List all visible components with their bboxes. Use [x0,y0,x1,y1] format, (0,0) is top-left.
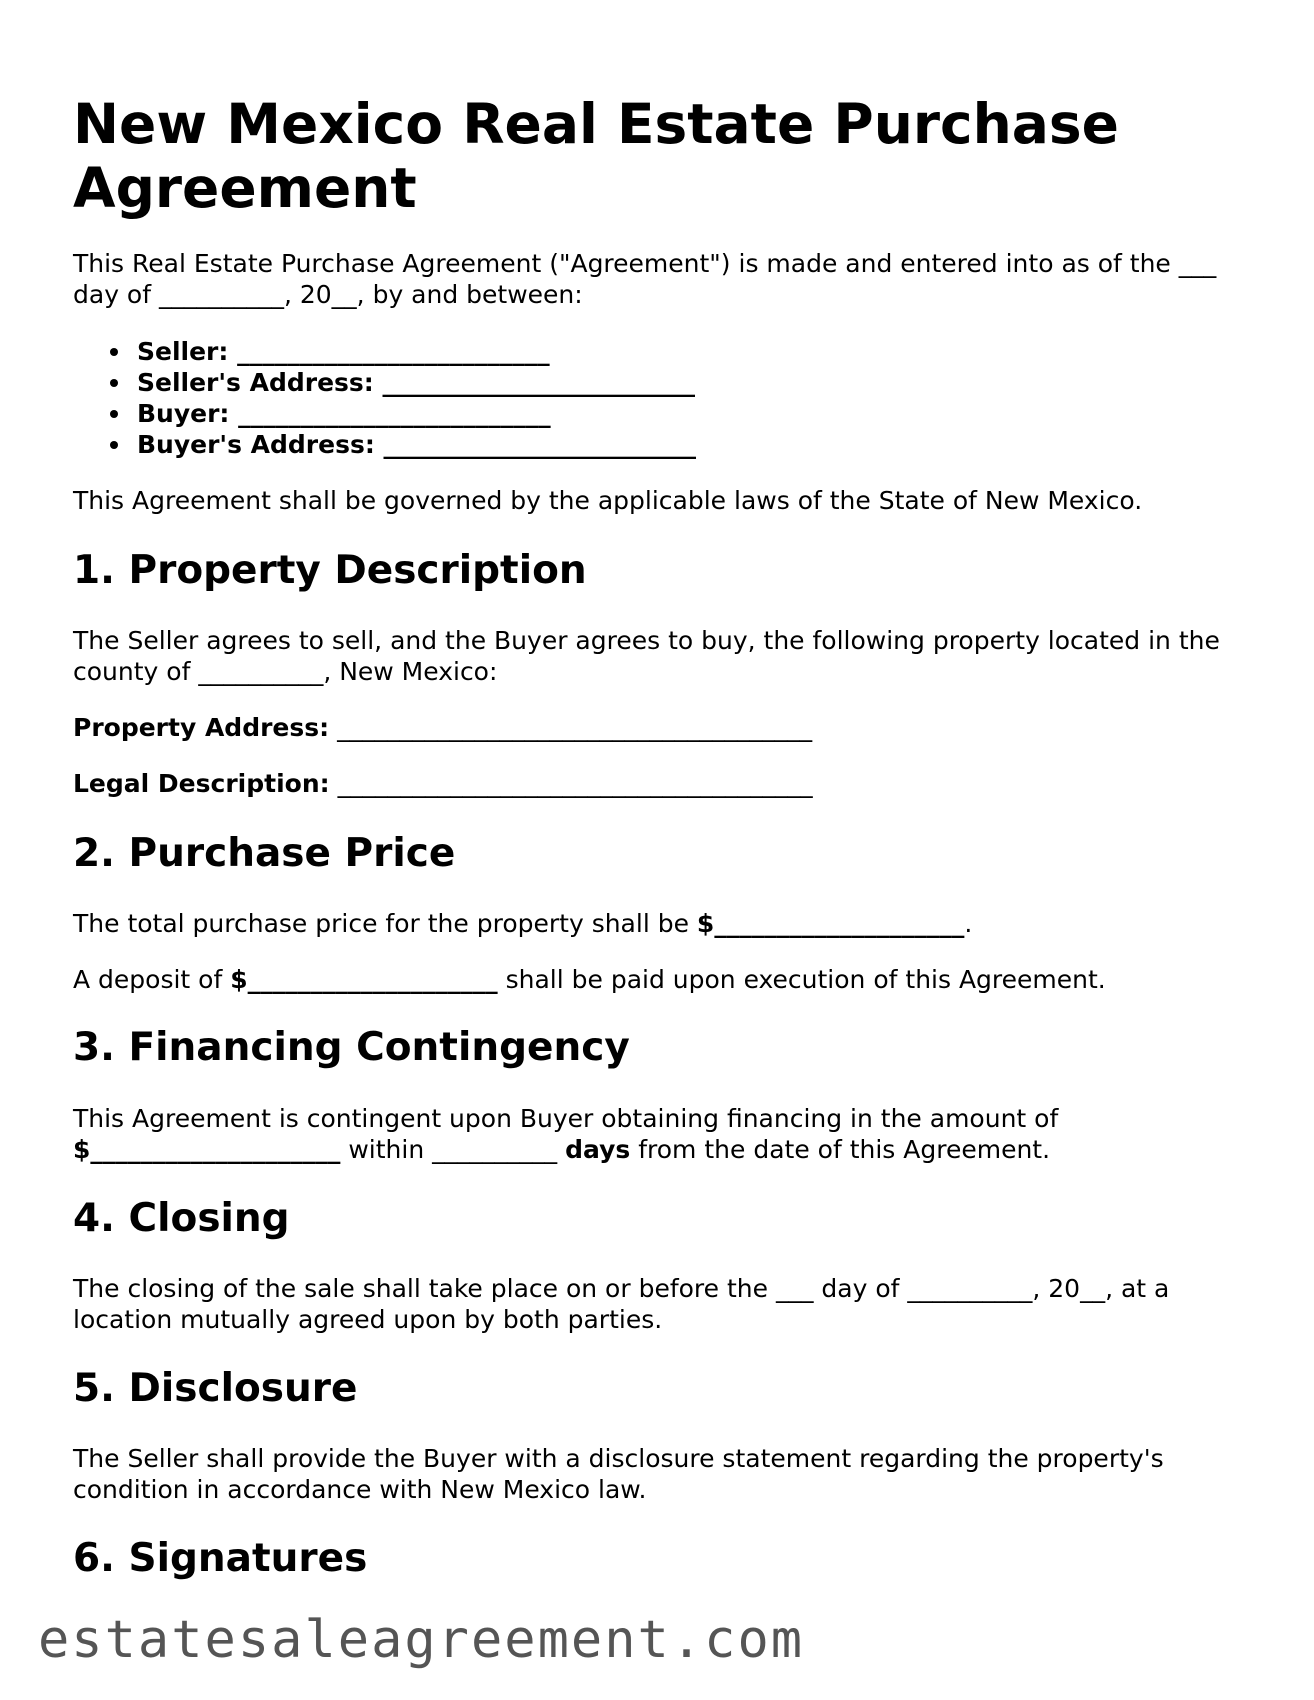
purchase-price-period: . [964,909,973,938]
deposit-text: A deposit of [73,965,223,994]
section-heading-property: 1. Property Description [73,548,587,593]
legal-description-line [73,768,1223,799]
section-heading-financing: 3. Financing Contingency [73,1025,630,1070]
financing-text-end: from the date of this Agreement. [638,1135,1051,1164]
section-heading-price: 2. Purchase Price [73,831,456,876]
property-paragraph: The Seller agrees to sell, and the Buyer agrees to buy, the following property located in the county of __________, New Mexico: [73,626,1220,686]
list-item: Buyer's Address: _________________________ [73,429,1223,460]
section-heading-closing: 4. Closing [73,1196,290,1241]
closing-paragraph: The closing of the sale shall take place on or before the ___ day of __________, 20__, at a location mutually agreed upon by both parties. [73,1274,1170,1334]
financing-text: This Agreement is contingent upon Buyer obtaining financing in the amount of [73,1104,1059,1133]
deposit-line [73,964,1223,995]
deposit-blank: $____________________ [230,965,498,994]
section-heading-signatures: 6. Signatures [73,1536,368,1581]
watermark: estatesaleagreement.com [38,1610,805,1670]
legal-description-blank: ______________________________________ [337,769,813,798]
financing-days: days [565,1135,631,1164]
list-item: Seller: _________________________ [73,336,1223,367]
section-heading-disclosure: 5. Disclosure [73,1366,358,1411]
property-address-line [73,712,1223,743]
deposit-text-end: shall be paid upon execution of this Agreement. [505,965,1106,994]
property-address-blank: ______________________________________ [337,713,813,742]
financing-within: within __________ [348,1135,558,1164]
property-address-label: Property Address: [73,713,330,742]
purchase-price-text: The total purchase price for the property shall be [73,909,689,938]
financing-amount-blank: $____________________ [73,1135,341,1164]
intro-paragraph: This Real Estate Purchase Agreement ("Agreement") is made and entered into as of the ___ day of __________, 20__, by and between: [73,249,1217,309]
parties-list [73,336,1223,460]
legal-description-label: Legal Description: [73,769,330,798]
list-item: Seller's Address: _________________________ [73,367,1223,398]
purchase-price-line [73,908,1223,939]
list-item: Buyer: _________________________ [73,398,1223,429]
disclosure-paragraph: The Seller shall provide the Buyer with a disclosure statement regarding the property's condition in accordance with New Mexico law. [73,1444,1164,1504]
purchase-price-blank: $____________________ [696,909,965,938]
document-title: New Mexico Real Estate Purchase Agreement [73,92,1119,220]
governing-law-paragraph: This Agreement shall be governed by the applicable laws of the State of New Mexico. [73,486,1143,515]
financing-paragraph [73,1103,1223,1165]
